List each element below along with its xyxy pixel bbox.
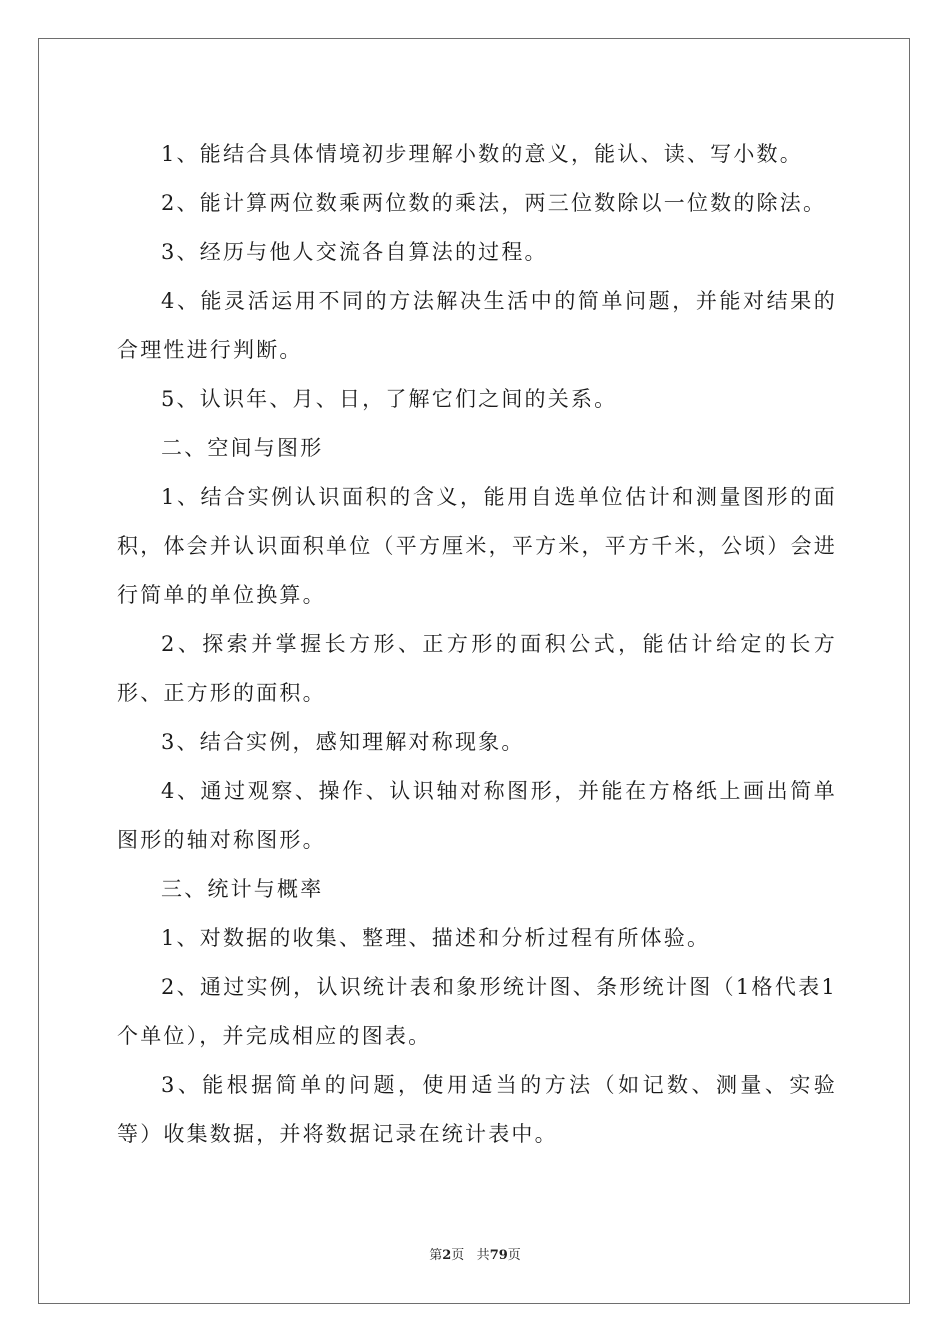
- paragraph: 3、结合实例，感知理解对称现象。: [161, 730, 525, 754]
- section-heading: 二、空间与图形: [161, 436, 324, 460]
- paragraph: 2、通过实例，认识统计表和象形统计图、条形统计图（1格代表1个单位），并完成相应的图表。: [117, 975, 837, 1048]
- page-number: 2: [442, 1248, 452, 1263]
- paragraph: 3、能根据简单的问题，使用适当的方法（如记数、测量、实验等）收集数据，并将数据记录在统计表中。: [117, 1073, 837, 1146]
- paragraph: 4、通过观察、操作、认识轴对称图形，并能在方格纸上画出简单图形的轴对称图形。: [117, 779, 837, 852]
- paragraph: 4、能灵活运用不同的方法解决生活中的简单问题，并能对结果的合理性进行判断。: [117, 289, 837, 362]
- page-suffix: 页: [451, 1248, 465, 1263]
- page-footer: [0, 1244, 950, 1263]
- paragraph: 2、探索并掌握长方形、正方形的面积公式，能估计给定的长方形、正方形的面积。: [117, 632, 837, 705]
- paragraph: 3、经历与他人交流各自算法的过程。: [161, 240, 548, 264]
- document-body: [117, 130, 837, 1159]
- paragraph: 2、能计算两位数乘两位数的乘法，两三位数除以一位数的除法。: [161, 191, 827, 215]
- paragraph: 5、认识年、月、日，了解它们之间的关系。: [161, 387, 618, 411]
- total-pages: 79: [489, 1248, 508, 1263]
- page-prefix: 第: [429, 1248, 443, 1263]
- paragraph: 1、结合实例认识面积的含义，能用自选单位估计和测量图形的面积，体会并认识面积单位（平方厘米，平方米，平方千米，公顷）会进行简单的单位换算。: [117, 485, 837, 607]
- paragraph: 1、对数据的收集、整理、描述和分析过程有所体验。: [161, 926, 711, 950]
- section-heading: 三、统计与概率: [161, 877, 324, 901]
- paragraph: 1、能结合具体情境初步理解小数的意义，能认、读、写小数。: [161, 142, 803, 166]
- total-prefix: 共: [476, 1248, 490, 1263]
- total-suffix: 页: [507, 1248, 521, 1263]
